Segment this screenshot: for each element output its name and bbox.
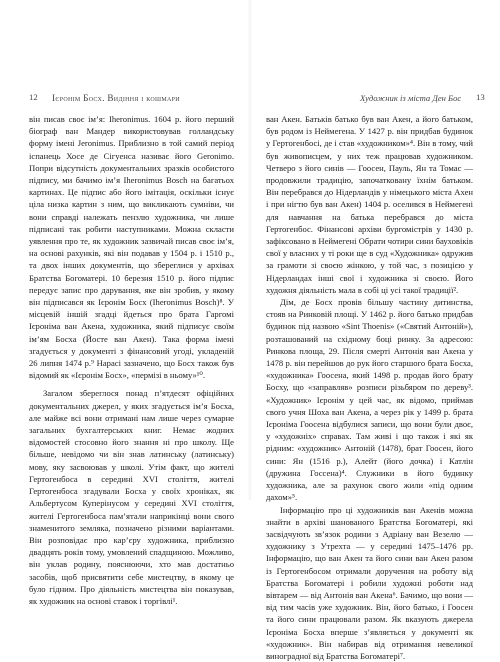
left-paragraph-2: Загалом збереглося понад п’ятдесят офіційних документальних джерел, у яких згадується ім’я Босха, але майже всі вони отримані нам лише через сумарне загальних бухгалтерських книг. Немає жодних відомостей стосовно його знання ні про школу. Ще більше, невідомо чи він знав латинську (латинську) мову, яку засвоював у школі. Утім факт, що жителі Гертогенбоса в середині XVI століття, жителі Гертогенбоса згадували Босха у своїх хроніках, як Альбертусом Куперінусом у середині XVI століття, жителі Гертогенбоса пам’ятали наприкінці вони свого знаменитого земляка, позначено різними варіантами. Він розповідає про кар’єру художника, приблизно двадцять років тому, умовлений спадщиною. Можливо, він уклав родину, пояснюючи, хто мав достатньо засобів, щоб присвятити себе мистецтву, в якому це було гідним. Про діяльність мистецтва він показував, як художник на основі ставок і торгівлі¹. bbox=[29, 387, 234, 607]
right-paragraph-2: Дім, де Босх провів більшу частину дитинства, стояв на Ринковій площі. У 1462 р. його батько придбав будинок під назвою «Sint Thoenis» («Святий Антоній»), розташований на східному боці ринку. За адресою: Ринкова площа, 29. Після смерті Антонія ван Акена у 1478 р. він перейшов до рук його старшого брата Босха, «художника» Гоосена, який 1498 р. продав його брату Босху, що «заправляв» розписи різьбяром по дереву³. «Художник» Ієронім у цей час, як відомо, приймав свого учня Шоха ван Акена, а через рік у 1499 р. брата Ієроніма Гоосена відбулися записи, що вони були двоє, у «художніх» справах. Там живі і що також і які як рідним: «художник» Антоній (1478), брат Гоосен, його сини: Ян (1516 р.), Алейт (його дочка) і Катлін (дружина Госсена)⁴. Служники в його будинку художника, але за рахунок свого жили «під одним дахом»⁵. bbox=[266, 296, 473, 503]
left-paragraph-1: він писав своє ім’я: Iheronimus. 1604 р. його перший біограф ван Мандер використовував голландську форму імені Jeronimus. Приблизно в той самий період іспанець Хосе де Сігуенса називає його Geronimo. Попри відсутність документальних зразків особистого підпису, ми бачимо ім’я Iheronimus Bosch на багатьох картинах. Це підпис або його імітація, оскільки існує ціла низка картин з ним, що викликають сумніви, чи вони справді належать пензлю художника, чи лише підписані так робити наступниками. Можна скласти уявлення про те, як художник зазвичай писав своє ім’я, на основі рахунків, які він подавав у 1504 р. і 1510 р., та двох інших документів, що збереглися у архівах Братства Богоматері. 10 березня 1510 р. його підпис передує запис про дарування, яке він зробив, у якому він підписався як Ієронім Босх (Iheronimus Bosch)⁸. У місцевій іншій згадці йдеться про брата Гаргомі Ієроніма ван Акена, художника, який підписує своїм ім’ям Босха (Йосте ван Акен). Така форма імені згадується у документі з фінансовий угоді, укладеній 26 липня 1474 р.⁹ Нарасі зазначено, що Босх також був відомий як «Ієронім Босх», «пермізі в ньому»¹⁰. bbox=[29, 113, 234, 381]
right-page bbox=[250, 0, 500, 500]
left-body-text bbox=[29, 113, 234, 607]
right-paragraph-1: ван Акен. Батьків батько був ван Акен, а його батьком, був родом із Неймегена. У 1427 р. він придбав будинок у Гертогенбосі, де і став «художником»⁴. Він в тому, чий був живописцем, у них теж працював художником. Четверо з його синів — Гоосен, Пауль, Ян та Томас — продовжили традицію, започатковану їхнім батьком. Він перебрався до Нідерландів у німецького міста Ахен і при нігтю був ван Акен) 1404 р. оселився в Неймегені для навчання на батька перебрався до міста Гертогенбос. Фінансові архіви бургомістрів у 1430 р. зафіксовано в Неймегені Обрати чотири сини бауховіків свої у власних у ті роки ще в суд «Художника» одружив за грамоти зі своєю жінкою, у той час, з позицією у Нідерландах інші свої і художника зі своєю. Його художня діяльність мала в собі ці усі такої традиції². bbox=[266, 113, 473, 296]
right-running-title: Художник із міста Ден Бос bbox=[360, 92, 461, 104]
left-page-number: 12 bbox=[29, 92, 38, 102]
right-paragraph-3: Інформацію про ці художників ван Акенів можна знайти в архіві шанованого Братства Богоматері, які засвідчують зв’язок родини з Адріану ван Везелю — художнику з Утрехта — у середині 1475–1476 рр. Інформацію, що ван Акен та його сини ван Акен разом із Гертогенбосом отримали доручення на роботу від Братства Богоматері і робили художні роботи над вівтарем — від Антонія ван Акена⁶. Бачимо, що вони — від тим часів уже художник. Він, його батько, і Гоосен та його сини працювали разом. Як вказують джерела Ієроніма Босха вперше з’являється у документі як «художник». Він набирав від отримання невеликої виноградної від Братства Богоматері⁷. bbox=[266, 504, 473, 662]
right-body-text bbox=[266, 113, 473, 662]
right-page-number: 13 bbox=[476, 92, 485, 102]
left-page bbox=[0, 0, 250, 500]
left-running-title: Ієронім Босх. Видіння і кошмари bbox=[52, 92, 180, 104]
